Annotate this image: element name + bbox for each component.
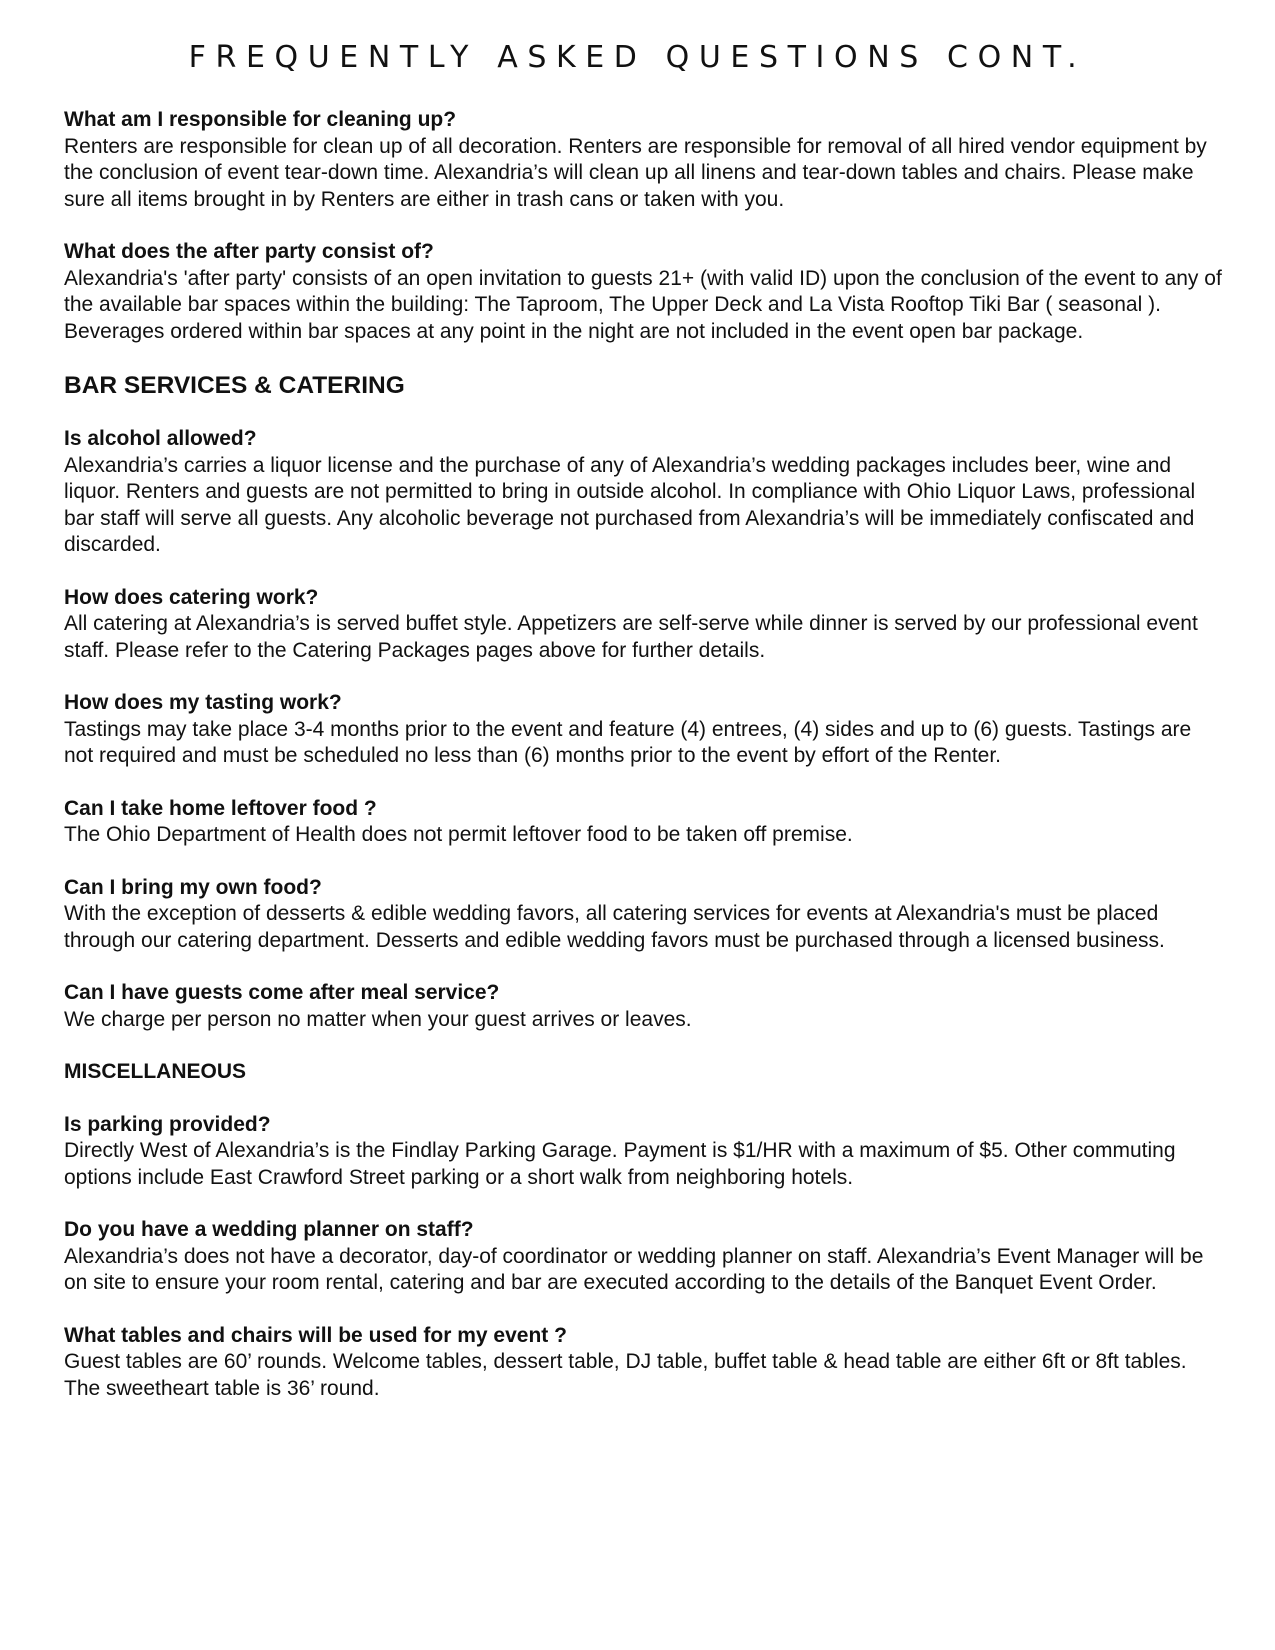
faq-after-party [64,239,1224,345]
faq-cleaning [64,107,1224,213]
faq-wedding-planner [64,1217,1224,1297]
faq-question: How does catering work? [64,585,319,609]
faq-question: How does my tasting work? [64,691,342,714]
faq-content [64,107,1224,1428]
faq-question: Is parking provided? [64,1112,271,1136]
faq-answer: Tastings may take place 3-4 months prior to the event and feature (4) entrees, (4) sides and up to (6) guests. Tastings are not required and must be scheduled no less than (6) months prior to the event by effort of the Renter. [64,717,1192,767]
faq-answer: Alexandria’s does not have a decorator, day-of coordinator or wedding planner on staff. Alexandria’s Event Manager will be on site to ensure your room rental, catering and bar are executed according to the details of the Banquet Event Order. [64,1244,1204,1294]
faq-tasting [64,690,1224,770]
faq-question: Can I take home leftover food ? [64,796,377,820]
faq-answer: The Ohio Department of Health does not permit leftover food to be taken off premise. [64,823,853,846]
faq-late-guests [64,980,1224,1033]
faq-answer: Alexandria's 'after party' consists of an open invitation to guests 21+ (with valid ID) upon the conclusion of the event to any of the available bar spaces within the building: The Taproom, The Upper Deck and La Vista Rooftop Tiki Bar ( seasonal ). Beverages ordered within bar spaces at any point in the night are not included in the event open bar package. [64,266,1222,343]
faq-catering [64,585,1224,665]
faq-question: Can I bring my own food? [64,875,322,899]
faq-answer: Alexandria’s carries a liquor license and the purchase of any of Alexandria’s wedding packages includes beer, wine and liquor. Renters and guests are not permitted to bring in outside alcohol. In compliance with Ohio Liquor Laws, professional bar staff will serve all guests. Any alcoholic beverage not purchased from Alexandria’s will be immediately confiscated and discarded. [64,453,1196,556]
faq-parking [64,1112,1224,1192]
faq-alcohol [64,426,1224,559]
faq-answer: Guest tables are 60’ rounds. Welcome tables, dessert table, DJ table, buffet table & head table are either 6ft or 8ft tables. The sweetheart table is 36’ round. [64,1350,1187,1400]
faq-own-food [64,875,1224,955]
faq-answer: Renters are responsible for clean up of all decoration. Renters are responsible for removal of all hired vendor equipment by the conclusion of event tear-down time. Alexandria’s will clean up all linens and tear-down tables and chairs. Please make sure all items brought in by Renters are either in trash cans or taken with you. [64,134,1207,211]
section-heading-bar-services: BAR SERVICES & CATERING [64,372,405,399]
faq-answer: All catering at Alexandria’s is served buffet style. Appetizers are self-serve while dinner is served by our professional event staff. Please refer to the Catering Packages pages above for further details. [64,612,1198,662]
faq-tables-chairs [64,1323,1224,1403]
faq-question: What does the after party consist of? [64,240,434,263]
page-title: FREQUENTLY ASKED QUESTIONS CONT. [188,40,1087,75]
faq-question: Can I have guests come after meal service? [64,981,500,1004]
faq-question: What am I responsible for cleaning up? [64,108,457,131]
section-heading-miscellaneous: MISCELLANEOUS [64,1060,247,1083]
faq-question: Do you have a wedding planner on staff? [64,1218,474,1241]
faq-answer: We charge per person no matter when your guest arrives or leaves. [64,1007,692,1031]
faq-question: What tables and chairs will be used for my event ? [64,1323,567,1347]
faq-answer: With the exception of desserts & edible wedding favors, all catering services for events at Alexandria's must be placed through our catering department. Desserts and edible wedding favors must be purchased through a licensed business. [64,902,1165,952]
faq-answer: Directly West of Alexandria’s is the Findlay Parking Garage. Payment is $1/HR with a maximum of $5. Other commuting options include East Crawford Street parking or a short walk from neighboring hotels. [64,1139,1176,1189]
faq-question: Is alcohol allowed? [64,427,257,450]
faq-leftover-food [64,796,1224,849]
